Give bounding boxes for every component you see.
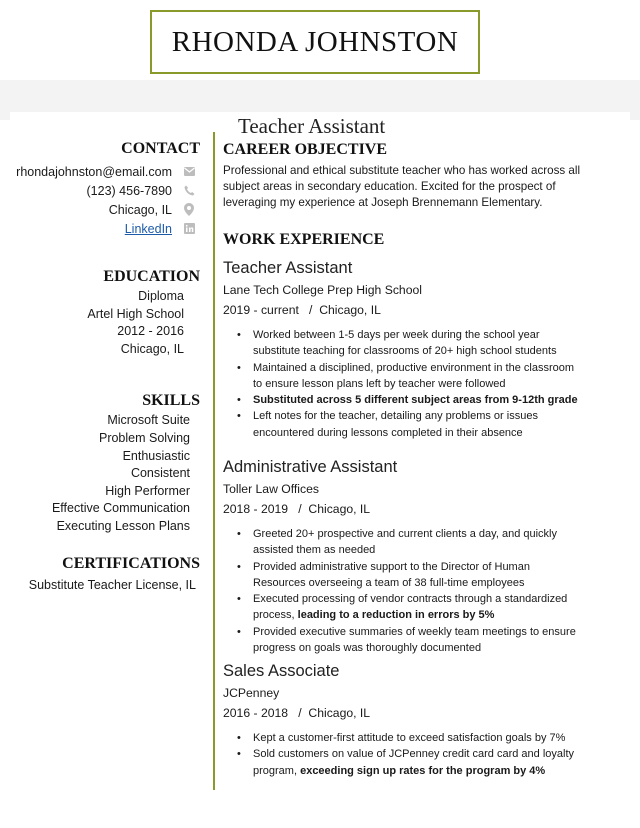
skill-item: High Performer [105,483,190,498]
education-degree: Diploma [138,289,184,303]
job-entry [223,662,628,779]
job-title: Sales Associate [223,662,340,680]
list-item: • Executed processing of vendor contracts through a standardized process, leading to a reduction in errors by 5% [253,591,628,624]
left-column [0,140,200,594]
envelope-icon [178,167,200,176]
job-company: Lane Tech College Prep High School [223,283,422,297]
contact-email [0,162,200,181]
column-divider [213,132,215,790]
skill-item: Executing Lesson Plans [56,518,190,533]
location-text: Chicago, IL [108,202,172,217]
work-experience-heading: WORK EXPERIENCE [223,231,385,248]
education-years: 2012 - 2016 [117,324,184,339]
job-entry [223,458,628,656]
job-dates-location: 2018 - 2019 / Chicago, IL [223,502,371,516]
list-item: • Greeted 20+ prospective and current clients a day, and quickly assisted them as needed [253,526,628,559]
contact-location [0,200,200,219]
career-objective-section [223,141,628,211]
list-item: • Left notes for the teacher, detailing any problems or issues encountered during lessons completed in their absence [253,408,628,441]
list-item: • Sold customers on value of JCPenney credit card card and loyalty program, exceeding sign up rates for the program by 4% [253,746,628,779]
certifications-heading: CERTIFICATIONS [62,554,200,572]
list-item: • Kept a customer-first attitude to exceed satisfaction goals by 7% [253,730,628,746]
resume-name: RHONDA JOHNSTON [150,10,480,74]
location-pin-icon [178,203,200,216]
resume-job-title: Teacher Assistant [10,112,630,140]
skill-item: Consistent [130,466,190,481]
education-location: Chicago, IL [120,341,184,356]
education-school: Artel High School [87,306,184,321]
education-heading: EDUCATION [103,268,200,285]
skills-heading: SKILLS [142,392,200,410]
career-objective-heading: CAREER OBJECTIVE [223,141,388,158]
email-text: rhondajohnston@email.com [16,164,172,179]
skill-item: Microsoft Suite [107,413,190,428]
list-item: • Worked between 1-5 days per week during the school year substitute teaching for classrooms of 20+ high school students [253,327,628,360]
list-item: • Maintained a disciplined, productive environment in the classroom to ensure lesson plans left by teacher were followed [253,360,628,393]
certification-item: Substitute Teacher License, IL [28,577,196,592]
objective-line: leveraging my experience at Joseph Brennemann Elementary. [223,196,543,209]
job-dates-location: 2019 - current / Chicago, IL [223,303,381,317]
job-title: Administrative Assistant [223,458,398,476]
list-item: • Substituted across 5 different subject areas from 9-12th grade [253,392,628,408]
job-company: Toller Law Offices [223,482,319,496]
contact-heading: CONTACT [121,140,200,157]
job-entry [223,259,628,441]
skill-item: Effective Communication [51,501,190,516]
objective-line: Professional and ethical substitute teacher who has worked across all [223,164,581,177]
linkedin-icon [178,223,200,234]
contact-linkedin [0,219,200,238]
objective-line: subject areas in secondary education. Excited for the prospect of [223,180,556,193]
list-item: • Provided executive summaries of weekly team meetings to ensure progress on goals was thoroughly documented [253,624,628,657]
linkedin-link[interactable]: LinkedIn [124,221,172,236]
job-dates-location: 2016 - 2018 / Chicago, IL [223,706,371,720]
job-company: JCPenney [223,686,280,700]
job-title: Teacher Assistant [223,259,353,277]
skill-item: Problem Solving [98,430,190,445]
contact-phone [0,181,200,200]
work-experience-heading-block [223,231,628,249]
list-item: • Provided administrative support to the Director of Human Resources overseeing a team of 38 full-time employees [253,559,628,592]
job-bullets [223,327,628,441]
job-bullets [223,730,628,779]
phone-text: (123) 456-7890 [86,183,172,198]
phone-icon [178,185,200,196]
skill-item: Enthusiastic [122,448,190,463]
job-bullets [223,526,628,656]
